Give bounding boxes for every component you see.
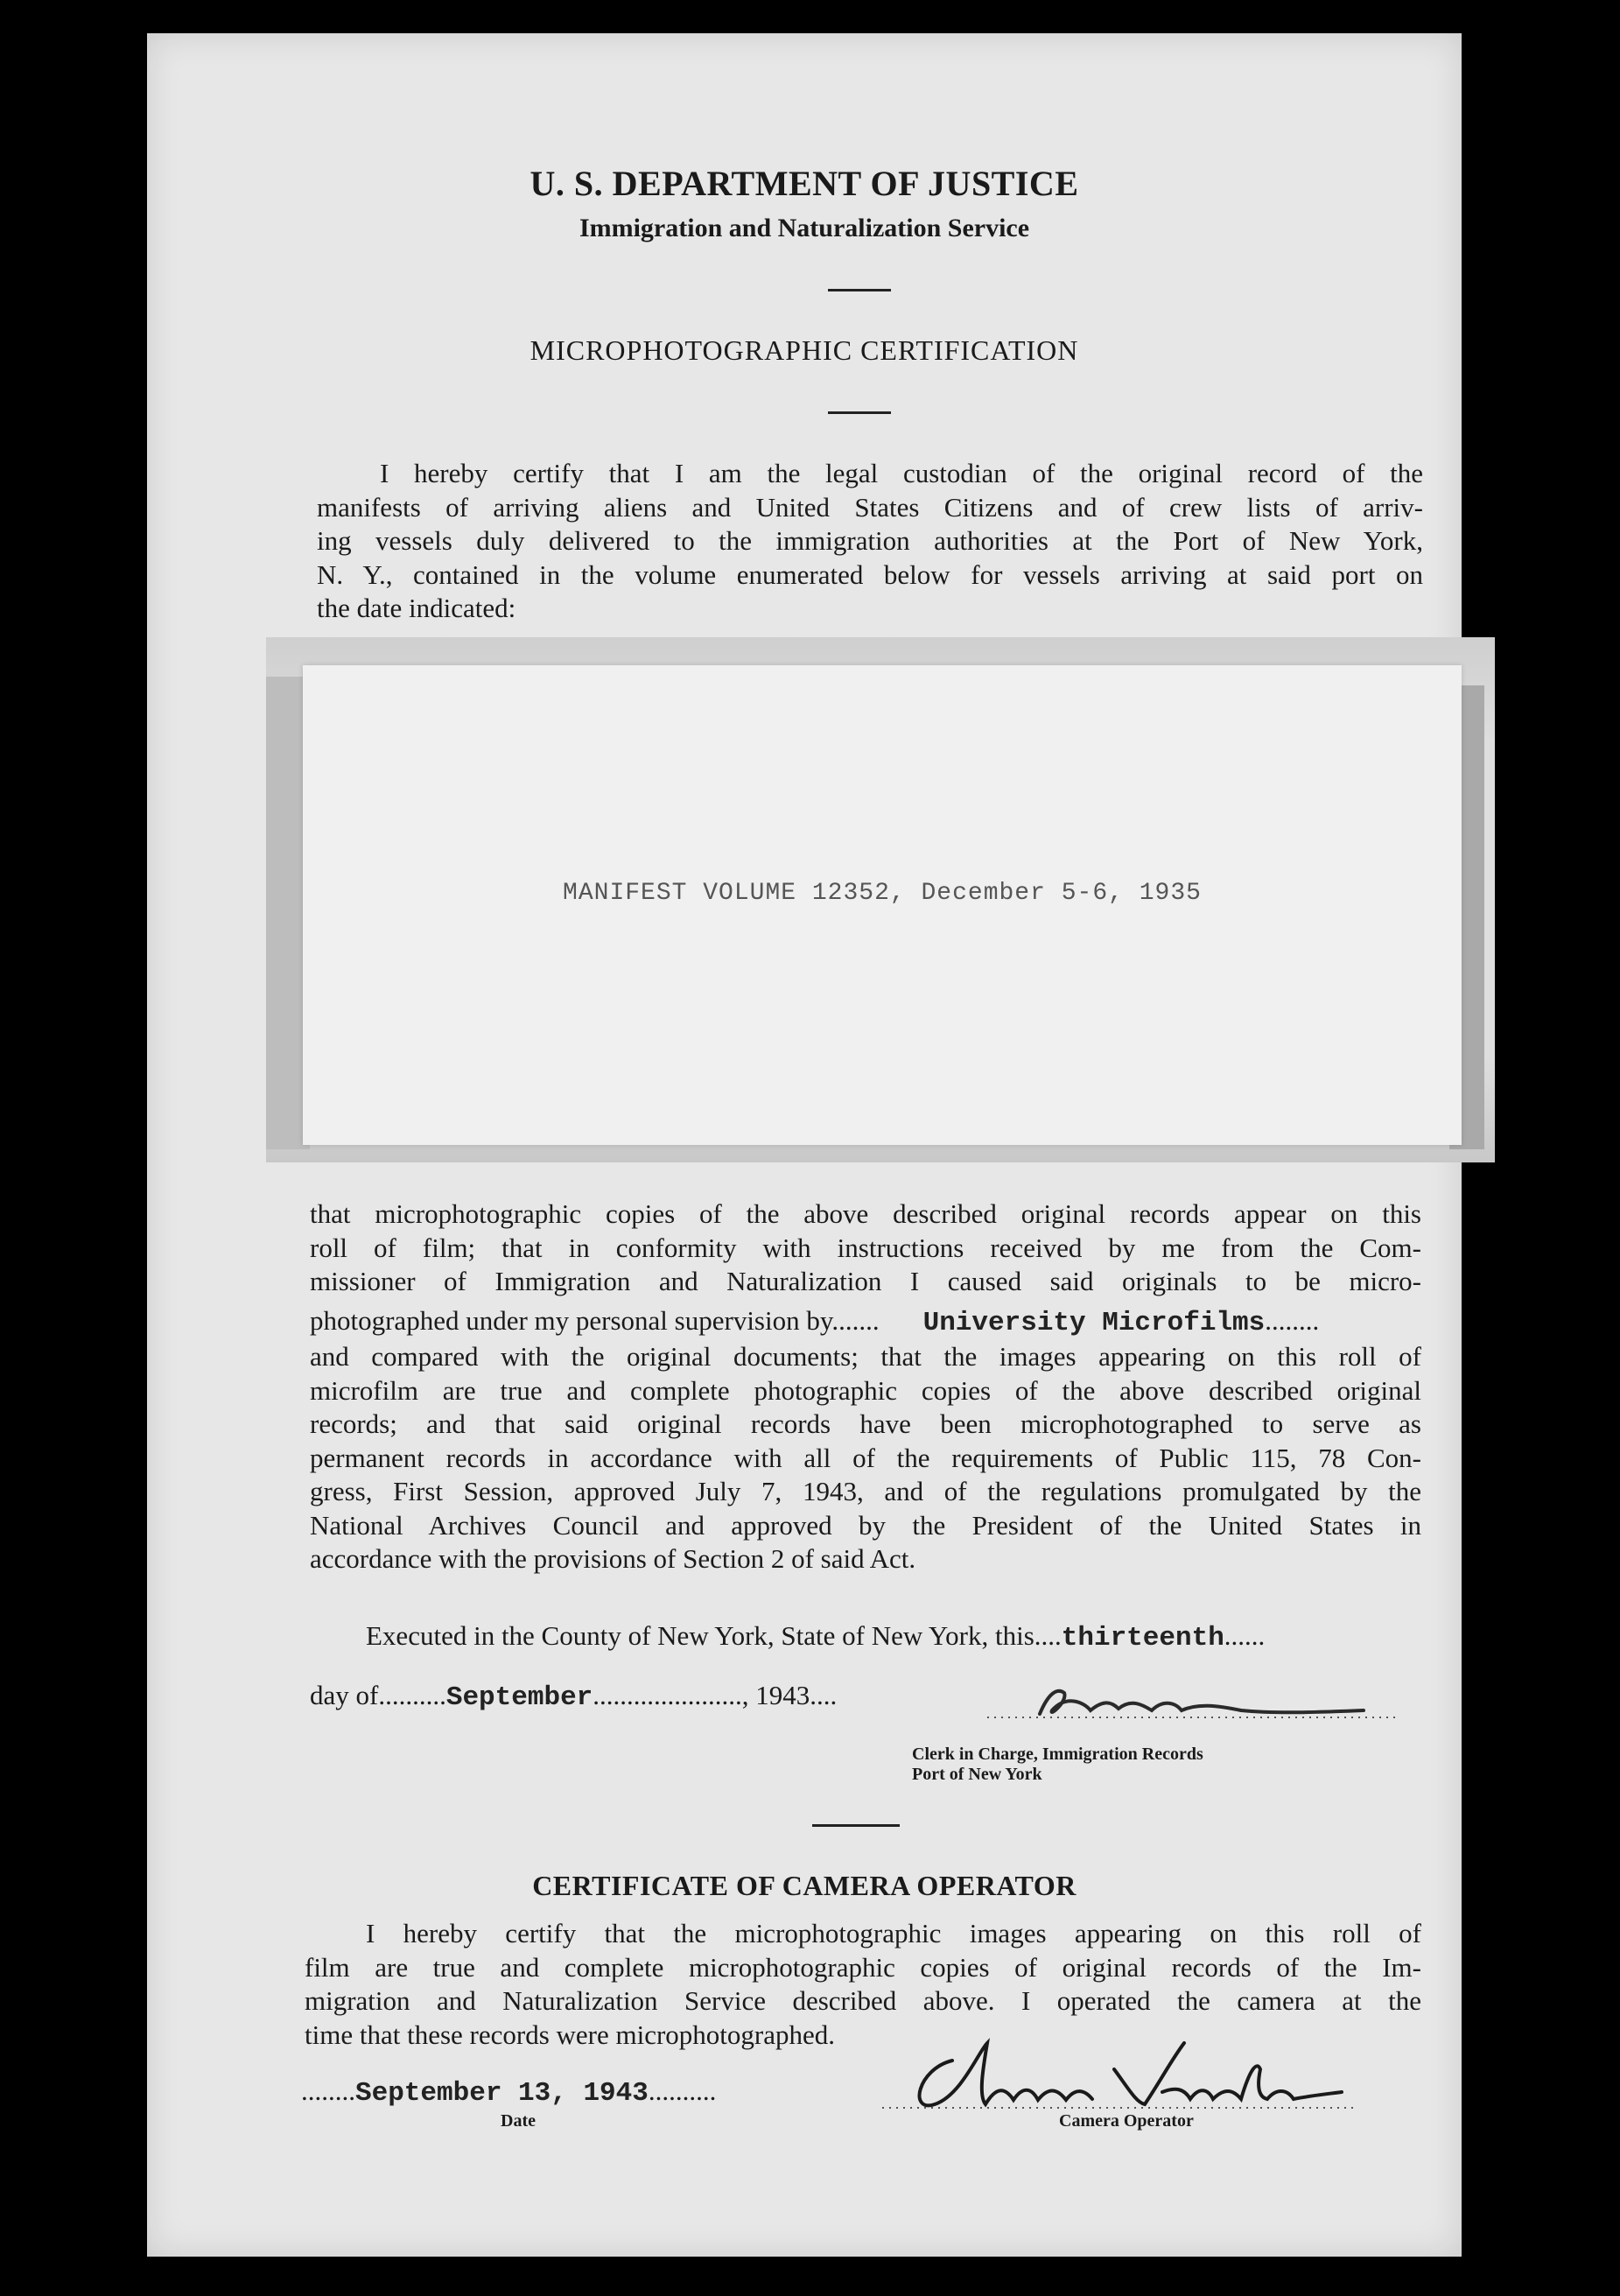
date-value: September 13, 1943 [355, 2078, 649, 2109]
executed-day-value: thirteenth [1061, 1623, 1224, 1654]
clerk-title [912, 1745, 1203, 1785]
clerk-title-line: Port of New York [912, 1765, 1042, 1784]
executed-month-value: September [445, 1682, 593, 1713]
volume-slip-text: MANIFEST VOLUME 12352, December 5-6, 1935 [563, 880, 1202, 907]
divider [828, 289, 891, 291]
clerk-signature [987, 1675, 1399, 1728]
executed-year: , 1943 [741, 1680, 810, 1710]
intro-line: manifests of arriving aliens and United States Citizens and of crew lists of arriv- [317, 491, 1423, 523]
body-line: records; and that said original records have been microphotographed to serve as [310, 1408, 1421, 1439]
executed-line: Executed in the County of New York, State of New York, this....thirteenth...... [366, 1620, 1266, 1654]
body-line: roll of film; that in conformity with instructions received by me from the Com- [310, 1232, 1421, 1263]
operator-line: migration and Naturalization Service described above. I operated the camera at the [305, 1985, 1421, 2016]
body-paragraph [310, 1197, 1421, 1576]
operator-paragraph [305, 1917, 1421, 2052]
day-of-line: day of..........September......................, 1943.... [310, 1680, 838, 1713]
divider [828, 411, 891, 414]
operator-line: I hereby certify that the microphotographic images appearing on this roll of [366, 1918, 1421, 1948]
service-subheading: Immigration and Naturalization Service [579, 214, 1030, 242]
supervision-by-value: University Microfilms [922, 1307, 1266, 1338]
body-line: gress, First Session, approved July 7, 1943, and of the regulations promulgated by the [310, 1476, 1421, 1506]
certification-title: MICROPHOTOGRAPHIC CERTIFICATION [529, 334, 1079, 366]
body-line: that microphotographic copies of the above described original records appear on this [310, 1198, 1421, 1229]
body-line: National Archives Council and approved by the President of the United States in [310, 1509, 1421, 1541]
camera-operator-label: Camera Operator [1059, 2111, 1194, 2131]
clerk-title-line: Clerk in Charge, Immigration Records [912, 1745, 1203, 1764]
body-line: permanent records in accordance with all of the requirements of Public 115, 78 Con- [310, 1442, 1421, 1473]
operator-line: time that these records were microphotographed. [305, 2019, 835, 2050]
intro-line: ing vessels duly delivered to the immigration authorities at the Port of New York, [317, 525, 1423, 556]
supervision-prefix: photographed under my personal supervision by [310, 1304, 832, 1336]
intro-line: I hereby certify that I am the legal custodian of the original record of the [380, 458, 1423, 488]
department-heading: U. S. DEPARTMENT OF JUSTICE [529, 164, 1079, 203]
intro-line: the date indicated: [317, 593, 516, 623]
operator-line: film are true and complete microphotographic copies of original records of the Im- [305, 1951, 1421, 1983]
body-line: microfilm are true and complete photographic copies of the above described original [310, 1374, 1421, 1406]
date-label: Date [501, 2111, 536, 2131]
operator-section-title: CERTIFICATE OF CAMERA OPERATOR [532, 1870, 1076, 1901]
certificate-page [147, 33, 1462, 2257]
body-line: and compared with the original documents; that the images appearing on this roll of [310, 1341, 1421, 1372]
date-line: ........September 13, 1943.......... [301, 2075, 717, 2109]
divider [812, 1824, 900, 1827]
intro-line: N. Y., contained in the volume enumerated below for vessels arriving at said port on [317, 558, 1423, 590]
day-of-label: day of [310, 1680, 379, 1710]
supervision-line: photographed under my personal supervision by....... University Microfilms........ [310, 1304, 1320, 1338]
body-line: missioner of Immigration and Naturalization I caused said originals to be micro- [310, 1266, 1421, 1296]
executed-prefix: Executed in the County of New York, State of New York, this [366, 1620, 1034, 1651]
body-line: accordance with the provisions of Section 2 of said Act. [310, 1543, 916, 1574]
intro-paragraph [317, 457, 1423, 626]
volume-slip [303, 665, 1462, 1145]
